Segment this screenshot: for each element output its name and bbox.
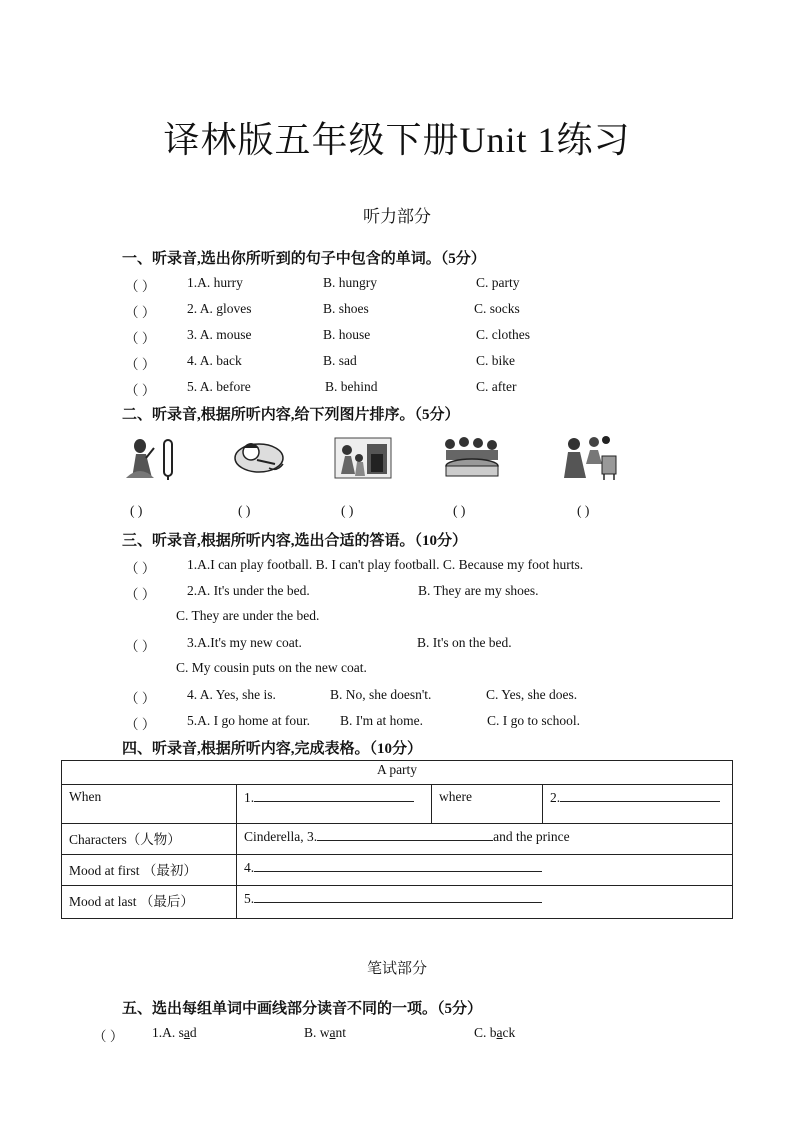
question-option-a: 2.A. It's under the bed. bbox=[187, 583, 310, 598]
party-table-picture bbox=[440, 434, 502, 480]
question-option-c: C. party bbox=[476, 275, 520, 290]
answer-line[interactable] bbox=[254, 789, 414, 802]
blank-number: 5. bbox=[244, 891, 255, 906]
answer-blank[interactable]: （ ） bbox=[125, 587, 156, 602]
answer-line[interactable] bbox=[254, 890, 542, 903]
answer-line[interactable] bbox=[560, 789, 720, 802]
characters-suffix: and the prince bbox=[493, 829, 570, 844]
picture-order-blank[interactable]: ( ) bbox=[453, 503, 466, 518]
question-option-a: 3.A.It's my new coat. bbox=[187, 635, 302, 650]
writing-section-title: 笔试部分 bbox=[366, 961, 427, 977]
where-label: where bbox=[432, 785, 543, 824]
question-option-a: 5.A. I go home at four. bbox=[187, 713, 310, 728]
question-option-b: B. house bbox=[323, 327, 371, 342]
picture-order-blank[interactable]: ( ) bbox=[130, 503, 143, 518]
picture-order-blank[interactable]: ( ) bbox=[238, 503, 251, 518]
picture-order-blank[interactable]: ( ) bbox=[577, 503, 590, 518]
answer-blank[interactable]: （ ） bbox=[125, 357, 156, 372]
fireplace-scene-picture bbox=[333, 434, 395, 480]
mood-first-answer-cell[interactable] bbox=[237, 855, 733, 886]
question-option-c: C. My cousin puts on the new coat. bbox=[176, 660, 367, 675]
question-option-b: B. want bbox=[304, 1025, 347, 1040]
question-option-a: 4. A. Yes, she is. bbox=[187, 687, 276, 702]
page-title: 译林版五年级下册Unit 1练习 bbox=[163, 120, 631, 160]
question-option-b: B. hungry bbox=[323, 275, 377, 290]
answer-blank[interactable]: （ ） bbox=[125, 279, 156, 294]
when-answer-cell[interactable] bbox=[237, 785, 432, 824]
question-option-c: C. clothes bbox=[476, 327, 530, 342]
question-option-b: B. I'm at home. bbox=[340, 713, 424, 728]
question-option-b: B. It's on the bed. bbox=[417, 635, 512, 650]
question-option-a: 2. A. gloves bbox=[187, 301, 252, 316]
blank-number: 4. bbox=[244, 860, 255, 875]
answer-blank[interactable]: （ ） bbox=[125, 305, 156, 320]
where-answer-cell[interactable] bbox=[543, 785, 733, 824]
mood-first-label: Mood at first （最初） bbox=[62, 855, 237, 886]
question-1-options: 1.A.I can play football. B. I can't play football. C. Because my foot hurts. bbox=[187, 557, 584, 572]
question-option-c: C. back bbox=[474, 1025, 516, 1040]
mood-last-label: Mood at last （最后） bbox=[62, 886, 237, 919]
party-table bbox=[61, 760, 733, 919]
listening-section-title: 听力部分 bbox=[363, 207, 431, 226]
question-option-b: B. They are my shoes. bbox=[418, 583, 539, 598]
question-option-c: C. Yes, she does. bbox=[486, 687, 578, 702]
question-option-c: C. socks bbox=[474, 301, 520, 316]
question-option-c: C. after bbox=[476, 379, 517, 394]
answer-blank[interactable]: （ ） bbox=[125, 561, 156, 576]
section-2-heading: 二、听录音,根据所听内容,给下列图片排序。（5分） bbox=[122, 407, 460, 423]
sleeping-girl-picture bbox=[229, 434, 291, 480]
mood-last-answer-cell[interactable] bbox=[237, 886, 733, 919]
question-option-b: B. sad bbox=[323, 353, 357, 368]
answer-blank[interactable]: （ ） bbox=[93, 1029, 124, 1044]
section-4-heading: 四、听录音,根据所听内容,完成表格。（10分） bbox=[122, 741, 423, 757]
answer-blank[interactable]: （ ） bbox=[125, 691, 156, 706]
question-option-a: 1.A. hurry bbox=[187, 275, 243, 290]
question-option-a: 4. A. back bbox=[187, 353, 242, 368]
answer-blank[interactable]: （ ） bbox=[125, 331, 156, 346]
question-option-a: 3. A. mouse bbox=[187, 327, 252, 342]
blank-number: 1. bbox=[244, 790, 255, 805]
question-option-a: 5. A. before bbox=[187, 379, 251, 394]
question-option-a: 1.A. sad bbox=[152, 1025, 197, 1040]
question-option-c: C. I go to school. bbox=[487, 713, 580, 728]
blank-number: 2. bbox=[550, 790, 561, 805]
picture-order-blank[interactable]: ( ) bbox=[341, 503, 354, 518]
characters-answer-cell[interactable] bbox=[237, 824, 733, 855]
question-option-c: C. bike bbox=[476, 353, 515, 368]
section-5-heading: 五、选出每组单词中画线部分读音不同的一项。（5分） bbox=[122, 1001, 483, 1017]
answer-line[interactable] bbox=[254, 859, 542, 872]
answer-blank[interactable]: （ ） bbox=[125, 717, 156, 732]
section-3-heading: 三、听录音,根据所听内容,选出合适的答语。（10分） bbox=[122, 533, 468, 549]
question-option-b: B. No, she doesn't. bbox=[330, 687, 432, 702]
answer-blank[interactable]: （ ） bbox=[125, 639, 156, 654]
characters-prefix: Cinderella, 3. bbox=[244, 829, 318, 844]
question-option-c: C. They are under the bed. bbox=[176, 608, 320, 623]
table-title: A party bbox=[62, 761, 733, 785]
question-option-b: B. shoes bbox=[323, 301, 369, 316]
answer-line[interactable] bbox=[317, 828, 493, 841]
characters-label: Characters（人物） bbox=[62, 824, 237, 855]
question-option-b: B. behind bbox=[325, 379, 378, 394]
section-1-heading: 一、听录音,选出你所听到的句子中包含的单词。（5分） bbox=[122, 251, 486, 267]
when-label: When bbox=[62, 785, 237, 824]
sisters-picture bbox=[558, 434, 620, 480]
answer-blank[interactable]: （ ） bbox=[125, 383, 156, 398]
girl-with-mirror-picture bbox=[120, 434, 182, 480]
